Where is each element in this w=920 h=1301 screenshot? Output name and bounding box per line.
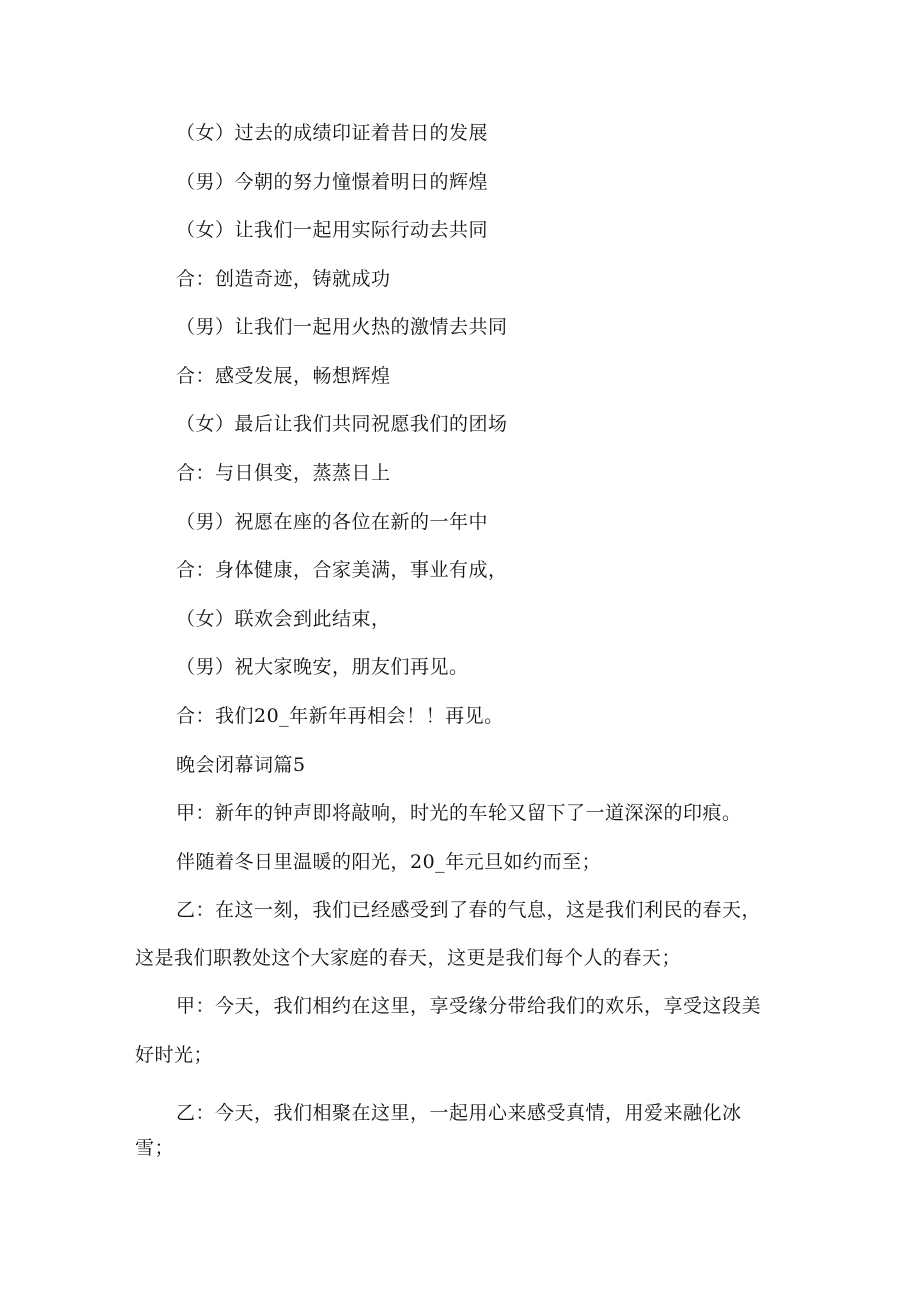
script-line: 甲：今天，我们相约在这里，享受缘分带给我们的欢乐，享受这段美 [176, 995, 762, 1017]
script-line: （女）最后让我们共同祝愿我们的团场 [176, 413, 508, 435]
script-line: （女）过去的成绩印证着昔日的发展 [176, 122, 489, 144]
script-line: （女）让我们一起用实际行动去共同 [176, 219, 489, 241]
script-line: 伴随着冬日里温暖的阳光，20_年元旦如约而至； [176, 851, 602, 873]
script-line: 合：与日俱变，蒸蒸日上 [176, 462, 391, 484]
section-heading: 晚会闭幕词篇5 [176, 754, 306, 776]
script-line: （男）祝大家晚安，朋友们再见。 [176, 656, 469, 678]
script-line-continuation: 好时光； [135, 1044, 214, 1066]
script-line: 乙：在这一刻，我们已经感受到了春的气息，这是我们利民的春天， [176, 899, 762, 921]
script-line: （男）让我们一起用火热的激情去共同 [176, 316, 508, 338]
script-line: 甲：新年的钟声即将敲响，时光的车轮又留下了一道深深的印痕。 [176, 802, 742, 824]
script-line: （男）祝愿在座的各位在新的一年中 [176, 511, 489, 533]
script-line: 合：创造奇迹，铸就成功 [176, 268, 391, 290]
script-line: 合：感受发展，畅想辉煌 [176, 365, 391, 387]
script-line: （男）今朝的努力憧憬着明日的辉煌 [176, 171, 489, 193]
script-line-continuation: 雪； [135, 1137, 175, 1159]
script-line: 乙：今天，我们相聚在这里，一起用心来感受真情，用爱来融化冰 [176, 1102, 742, 1124]
script-line-continuation: 这是我们职教处这个大家庭的春天，这更是我们每个人的春天； [135, 947, 682, 969]
script-line: 合：身体健康，合家美满，事业有成， [176, 559, 508, 581]
script-line: （女）联欢会到此结束， [176, 608, 391, 630]
script-line: 合：我们20_年新年再相会！！再见。 [176, 705, 504, 727]
